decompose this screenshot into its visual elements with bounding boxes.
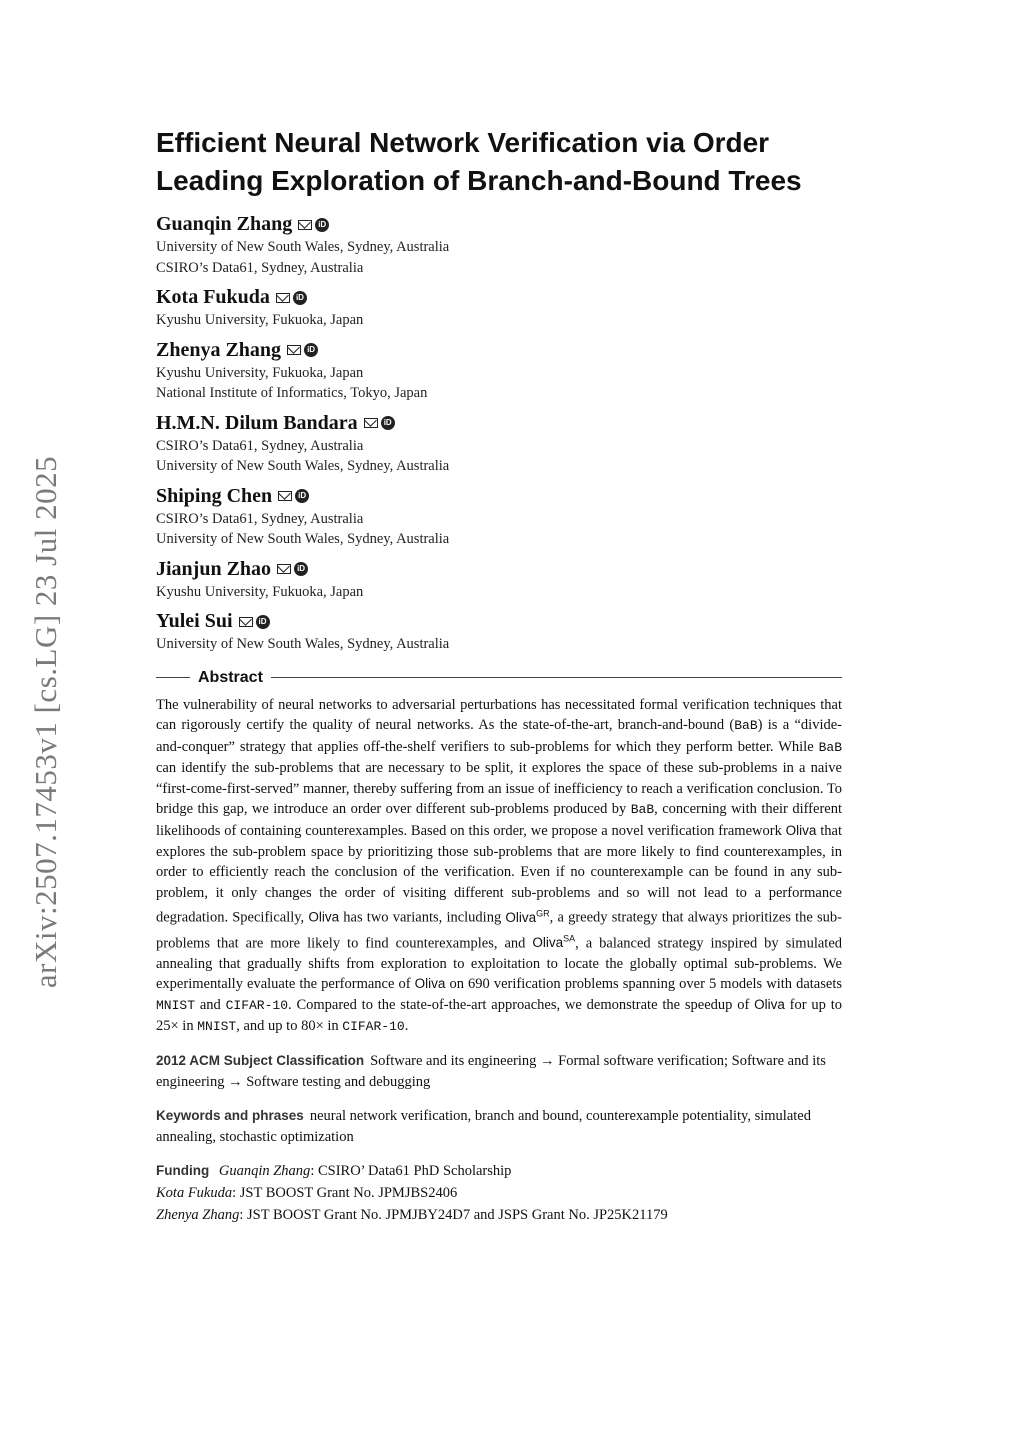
abstract-label: Abstract [198, 668, 263, 686]
oliva-term: Oliva [754, 996, 785, 1012]
author-block [156, 212, 842, 278]
mail-icon[interactable] [287, 345, 301, 355]
author-block [156, 484, 842, 550]
author-name: Zhenya Zhang [156, 338, 282, 361]
funding-person: Guanqin Zhang [218, 1163, 311, 1179]
orcid-icon[interactable]: iD [256, 615, 270, 629]
bab-term: BaB [734, 718, 758, 734]
affiliation: CSIRO’s Data61, Sydney, Australia [156, 259, 364, 276]
paper-title: Efficient Neural Network Verification via Order Leading Exploration of Branch-and-Bound Trees [156, 127, 802, 196]
author-name: Guanqin Zhang [156, 213, 293, 235]
mail-icon[interactable] [277, 564, 291, 574]
author-name: Shiping Chen [156, 484, 273, 507]
author-name: Jianjun Zhao [156, 557, 272, 580]
orcid-icon[interactable]: iD [295, 489, 309, 503]
orcid-icon[interactable]: iD [381, 416, 395, 430]
affiliation: University of New South Wales, Sydney, Australia [156, 636, 450, 652]
funding-entry: Funding Guanqin Zhang: CSIRO’ Data61 PhD Scholarship [156, 1163, 512, 1179]
author-name: Yulei Sui [156, 610, 233, 632]
mail-icon[interactable] [239, 617, 253, 627]
affiliation: CSIRO’s Data61, Sydney, Australia [156, 437, 364, 454]
affiliation: Kyushu University, Fukuoka, Japan [156, 312, 364, 328]
author-block [156, 557, 842, 603]
dataset-term: MNIST [197, 1019, 237, 1035]
dataset-term: CIFAR-10 [225, 997, 289, 1013]
orcid-icon[interactable]: iD [294, 562, 308, 576]
oliva-term: Oliva [308, 909, 340, 925]
bab-term: BaB [630, 802, 655, 818]
mail-icon[interactable] [278, 491, 292, 501]
oliva-sa-term: Oliva$^{SA}$ [532, 933, 576, 951]
divider [156, 677, 190, 678]
funding-person: Kota Fukuda [156, 1185, 233, 1201]
abstract-body: The vulnerability of neural networks to adversarial perturbations has necessitated formal verification techniques that can rigorously certify the quality of neural networks. As the state-of-the-art, branch-and-bound (BaB) is a “divide-and-conquer” strategy that applies off-the-shelf verifiers to sub-problems for which they perform better. While BaB can identify the sub-problems that are necessary to be split, it explores the space of these sub-problems in a naive “first-come-first-served” manner, thereby suffering from an issue of inefficiency to reach a verification conclusion. To bridge this gap, we introduce an order over different sub-problems produced by BaB, concerning with their different likelihoods of containing counterexamples. Based on this order, we propose a novel verification framework Oliva that explores the sub-problem space by prioritizing those sub-problems that are more likely to find counterexamples, in order to efficiently reach the conclusion of the verification. Even if no counterexample can be found in any sub-problem, it only changes the order of visiting different sub-problems and so will not lead to a performance degradation. Specifically, Oliva has two variants, including Oliva$^{GR}$, a greedy strategy that always prioritizes the sub-problems that are more likely to find counterexamples, and Oliva$^{SA}$, a balanced strategy inspired by simulated annealing that gradually shifts from exploration to exploitation to locate the globally optimal sub-problems. We experimentally evaluate the performance of Oliva on 690 verification problems spanning over 5 models with datasets MNIST and CIFAR-10. Compared to the state-of-the-art approaches, we demonstrate the speedup of Oliva for up to 25× in MNIST, and up to 80× in CIFAR-10. [156, 696, 843, 1035]
funding [156, 1160, 842, 1226]
bab-term: BaB [818, 739, 842, 755]
affiliation: Kyushu University, Fukuoka, Japan [156, 364, 364, 381]
author-list [156, 212, 842, 655]
mail-icon[interactable] [364, 418, 378, 428]
mail-icon[interactable] [276, 293, 290, 303]
author-name: H.M.N. Dilum Bandara [156, 411, 358, 434]
author-block [156, 609, 842, 655]
affiliation: University of New South Wales, Sydney, Australia [156, 458, 450, 474]
author-block [156, 338, 842, 404]
keywords [156, 1105, 842, 1148]
author-block [156, 285, 842, 331]
paper-first-page [156, 124, 842, 1226]
affiliation: CSIRO’s Data61, Sydney, Australia [156, 510, 364, 527]
author-block [156, 411, 842, 477]
affiliation: National Institute of Informatics, Tokyo, Japan [156, 385, 428, 401]
oliva-term: Oliva [785, 823, 817, 839]
oliva-term: Oliva [414, 976, 446, 992]
funding-entry: Zhenya Zhang: JST BOOST Grant No. JPMJBY24D7 and JSPS Grant No. JP25K21179 [156, 1207, 668, 1223]
keywords-text: neural network verification, branch and bound, counterexample potentiality, simulated annealing, stochastic optimization [156, 1108, 811, 1145]
dataset-term: MNIST [156, 997, 196, 1013]
author-name: Kota Fukuda [156, 286, 270, 308]
affiliation: University of New South Wales, Sydney, Australia [156, 531, 450, 547]
abstract-heading [156, 669, 842, 687]
mail-icon[interactable] [298, 220, 312, 230]
orcid-icon[interactable]: iD [304, 343, 318, 357]
keywords-label: Keywords and phrases [156, 1108, 304, 1123]
dataset-term: CIFAR-10 [342, 1019, 405, 1035]
funding-entry: Kota Fukuda: JST BOOST Grant No. JPMJBS2406 [156, 1185, 458, 1201]
affiliation: University of New South Wales, Sydney, Australia [156, 239, 450, 255]
arxiv-identifier: arXiv:2507.17453v1 [cs.LG] 23 Jul 2025 [28, 455, 63, 989]
funding-person: Zhenya Zhang [156, 1207, 240, 1223]
affiliation: Kyushu University, Fukuoka, Japan [156, 583, 364, 600]
acm-text: Software and its engineering → Formal software verification; Software and its engineering → Software testing and debugging [156, 1053, 826, 1090]
oliva-gr-term: Oliva$^{GR}$ [505, 908, 550, 925]
funding-label: Funding [156, 1163, 210, 1178]
acm-label: 2012 ACM Subject Classification [156, 1053, 365, 1068]
acm-classification [156, 1050, 842, 1093]
orcid-icon[interactable]: iD [315, 218, 329, 232]
orcid-icon[interactable]: iD [293, 291, 307, 305]
divider [271, 677, 842, 678]
